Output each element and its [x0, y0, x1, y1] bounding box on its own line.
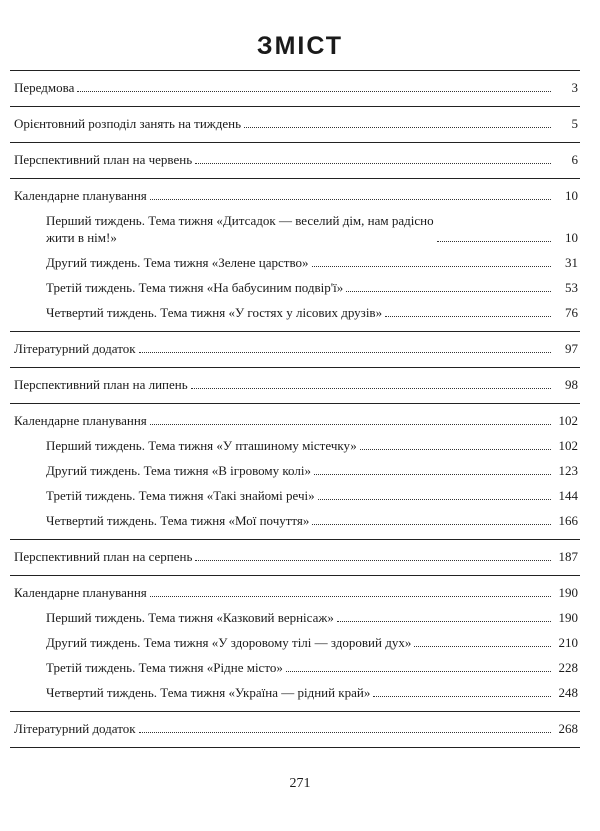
toc-entry — [10, 147, 580, 172]
toc-entry-page: 187 — [558, 549, 578, 564]
toc-entry-page: 268 — [558, 721, 578, 736]
toc-entry-page: 102 — [558, 438, 578, 453]
toc-subentry — [10, 250, 580, 275]
toc-section — [10, 539, 580, 575]
toc-entry — [10, 580, 580, 605]
dot-leader — [150, 424, 551, 425]
toc-subentry — [10, 275, 580, 300]
dot-leader — [314, 474, 551, 475]
toc-entry — [10, 544, 580, 569]
dot-leader — [150, 596, 551, 597]
toc-entry-label: Перший тиждень. Тема тижня «Казковий вернісаж» — [46, 610, 334, 625]
toc-entry-label: Перспективний план на червень — [14, 152, 193, 167]
dot-leader — [244, 127, 551, 128]
dot-leader — [139, 352, 551, 353]
dot-leader — [191, 388, 551, 389]
toc-entry-page: 3 — [571, 80, 578, 95]
toc-entry-label: Перший тиждень. Тема тижня «У пташиному містечку» — [46, 438, 357, 453]
toc-entry-page: 166 — [558, 513, 578, 528]
toc-entry-page: 144 — [558, 488, 578, 503]
toc-entry — [10, 75, 580, 100]
toc-entry-page: 10 — [565, 230, 578, 245]
toc-entry-label: Літературний додаток — [14, 341, 136, 356]
toc-section — [10, 178, 580, 331]
dot-leader — [195, 163, 551, 164]
toc-entry-label: Четвертий тиждень. Тема тижня «Мої почуття» — [46, 513, 310, 528]
toc-entry-label: Третій тиждень. Тема тижня «На бабусиним подвір'ї» — [46, 280, 344, 295]
toc-entry-page: 228 — [558, 660, 578, 675]
toc-entry-page: 102 — [558, 413, 578, 428]
toc-subentry — [10, 433, 580, 458]
toc-entry-label: Другий тиждень. Тема тижня «У здоровому тілі — здоровий дух» — [46, 635, 412, 650]
dot-leader — [312, 266, 551, 267]
toc-subentry — [10, 300, 580, 325]
table-of-contents — [0, 70, 600, 748]
dot-leader — [385, 316, 551, 317]
toc-entry — [10, 336, 580, 361]
toc-section — [10, 106, 580, 142]
toc-entry-page: 31 — [565, 255, 578, 270]
toc-entry-page: 190 — [558, 585, 578, 600]
toc-entry-page: 6 — [571, 152, 578, 167]
toc-entry-label: Перший тиждень. Тема тижня «Дитсадок — веселий дім, нам радісно жити в нім!» — [46, 213, 434, 245]
toc-entry-label: Календарне планування — [14, 188, 147, 203]
toc-section — [10, 367, 580, 403]
toc-entry-page: 10 — [565, 188, 578, 203]
toc-entry-label: Календарне планування — [14, 413, 147, 428]
toc-entry-page: 5 — [571, 116, 578, 131]
toc-section — [10, 142, 580, 178]
toc-entry — [10, 716, 580, 741]
toc-entry-page: 98 — [565, 377, 578, 392]
toc-entry-label: Третій тиждень. Тема тижня «Такі знайомі речі» — [46, 488, 315, 503]
toc-entry — [10, 372, 580, 397]
toc-entry — [10, 408, 580, 433]
dot-leader — [150, 199, 551, 200]
toc-section — [10, 70, 580, 106]
dot-leader — [437, 241, 551, 242]
toc-entry-label: Літературний додаток — [14, 721, 136, 736]
toc-subentry — [10, 483, 580, 508]
toc-entry-page: 210 — [558, 635, 578, 650]
dot-leader — [286, 671, 551, 672]
toc-entry-label: Другий тиждень. Тема тижня «Зелене царство» — [46, 255, 309, 270]
toc-entry-page: 190 — [558, 610, 578, 625]
toc-section — [10, 711, 580, 748]
toc-subentry — [10, 458, 580, 483]
toc-entry-label: Четвертий тиждень. Тема тижня «Україна — рідний край» — [46, 685, 371, 700]
toc-entry-page: 53 — [565, 280, 578, 295]
dot-leader — [414, 646, 551, 647]
page-number: 271 — [289, 776, 311, 791]
toc-entry-label: Календарне планування — [14, 585, 147, 600]
dot-leader — [373, 696, 551, 697]
toc-entry-page: 97 — [565, 341, 578, 356]
dot-leader — [195, 560, 551, 561]
toc-entry-label: Четвертий тиждень. Тема тижня «У гостях у лісових друзів» — [46, 305, 383, 320]
toc-subentry — [10, 605, 580, 630]
toc-subentry — [10, 680, 580, 705]
toc-section — [10, 575, 580, 711]
dot-leader — [346, 291, 551, 292]
dot-leader — [360, 449, 551, 450]
toc-entry-label: Перспективний план на липень — [14, 377, 188, 392]
toc-entry-page: 123 — [558, 463, 578, 478]
dot-leader — [337, 621, 551, 622]
toc-entry-label: Орієнтовний розподіл занять на тиждень — [14, 116, 242, 131]
toc-entry-page: 248 — [558, 685, 578, 700]
dot-leader — [77, 91, 551, 92]
toc-entry — [10, 183, 580, 208]
dot-leader — [318, 499, 551, 500]
toc-section — [10, 403, 580, 539]
toc-entry-label: Перспективний план на серпень — [14, 549, 193, 564]
dot-leader — [139, 732, 551, 733]
page-title: ЗМІСТ — [256, 32, 344, 60]
toc-entry-page: 76 — [565, 305, 578, 320]
dot-leader — [312, 524, 551, 525]
toc-subentry — [10, 508, 580, 533]
toc-subentry — [10, 208, 580, 250]
toc-subentry — [10, 630, 580, 655]
toc-subentry — [10, 655, 580, 680]
toc-entry-label: Передмова — [14, 80, 75, 95]
toc-entry — [10, 111, 580, 136]
toc-entry-label: Третій тиждень. Тема тижня «Рідне місто» — [46, 660, 283, 675]
toc-section — [10, 331, 580, 367]
toc-entry-label: Другий тиждень. Тема тижня «В ігровому колі» — [46, 463, 311, 478]
